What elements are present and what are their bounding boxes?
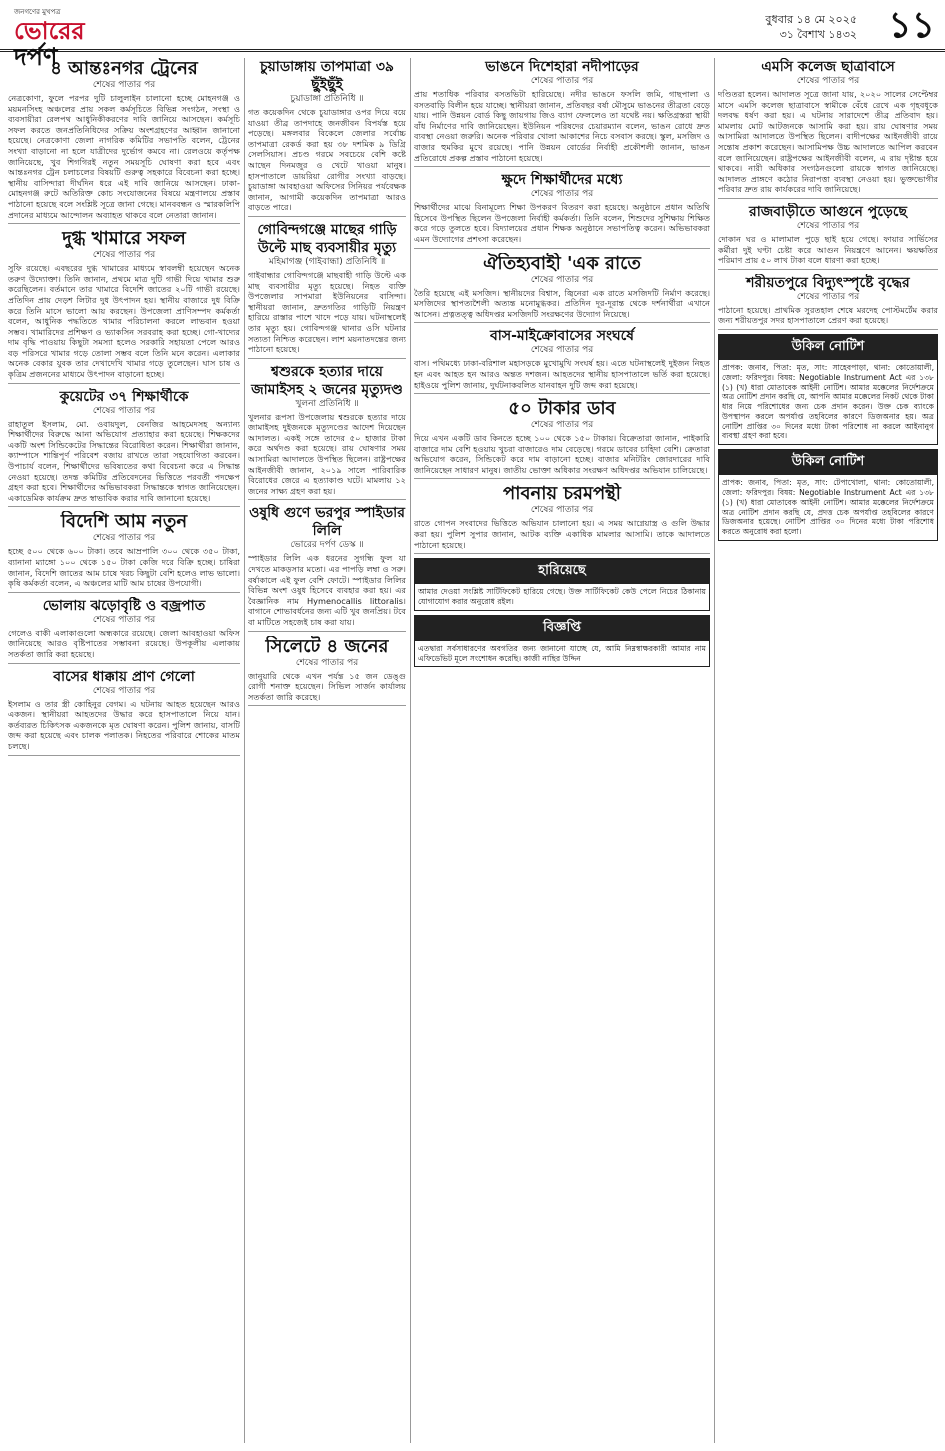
article-body: বাস। পথিমধ্যে ঢাকা-বরিশাল মহাসড়কে মুখোমুখি সংঘর্ষ হয়। এতে ঘটনাস্থলেই দুইজন নিহত হন এবং আহত হন আরও অন্তত দশজন। আহতদের স্থানীয় হাসপাতালে ভর্তি করা হয়েছে। হাইওয়ে পুলিশ জানায়, দুর্ঘটনাকবলিত যানবাহন দুটি জব্দ করা হয়েছে। (414, 358, 710, 390)
article-dateline: শেষের পাতার পর (796, 291, 860, 302)
notice-title: হারিয়েছে (415, 559, 709, 584)
news-article (248, 504, 406, 631)
news-article (414, 398, 710, 479)
news-article (718, 274, 938, 330)
article-body: ইসলাম ও তার স্ত্রী কোহিনুর বেগম। এ ঘটনায় আহত হয়েছেন আরও একজন। স্থানীয়রা আহতদের উদ্ধার করে হাসপাতালে নিয়ে যান। কর্তব্যরত চিকিৎসক একজনকে মৃত ঘোষণা করেন। পুলিশ জানায়, বাসটি জব্দ করা হয়েছে এবং চালক পলাতক। নিহতের পরিবারে শোকের মাতম চলছে। (8, 698, 240, 751)
column-3 (414, 58, 710, 1443)
article-dateline: শেষের পাতার পর (530, 505, 594, 516)
column-divider (244, 58, 245, 1443)
article-body: গাইবান্ধার গোবিন্দগঞ্জে মাছবাহী গাড়ি উল্টে এক মাছ ব্যবসায়ীর মৃত্যু হয়েছে। নিহত ব্যক্তি উপজেলার সাপমারা ইউনিয়নের বাসিন্দা। স্থানীয়রা জানান, দ্রুতগতির গাড়িটি নিয়ন্ত্রণ হারিয়ে রাস্তার পাশে খাদে পড়ে যায়। ঘটনাস্থলেই তার মৃত্যু হয়। গোবিন্দগঞ্জ থানার ওসি ঘটনার সত্যতা নিশ্চিত করেছেন। লাশ ময়নাতদন্তের জন্য পাঠানো হয়েছে। (248, 269, 406, 355)
column-divider (410, 58, 411, 1443)
paper-name-a: ভোরের (14, 16, 85, 45)
article-body: দিয়ে এখন একটি ডাব কিনতে হচ্ছে ১০০ থেকে ১৫০ টাকায়। বিক্রেতারা জানান, পাইকারি বাজারে দাম বেশি হওয়ায় খুচরা বাজারেও দাম বেড়েছে। গরমে ডাবের চাহিদা বেশি। ক্রেতারা অভিযোগ করেন, সিন্ডিকেট করে দাম বাড়ানো হচ্ছে। বাজার মনিটরিং জোরদারের দাবি জানিয়েছেন সাধারণ মানুষ। জাতীয় ভোক্তা অধিকার সংরক্ষণ অধিদপ্তর অভিযান চালিয়েছে। (414, 433, 710, 475)
issue-date (765, 12, 857, 42)
article-headline: সিলেটে ৪ জনের (265, 635, 389, 657)
column-2 (248, 58, 406, 1443)
article-dateline: মহিমাগঞ্জ (গাইবান্ধা) প্রতিনিধি ॥ (268, 256, 386, 267)
article-headline: শরীয়তপুরে বিদ্যুৎস্পৃষ্টে বৃদ্ধের (746, 274, 910, 291)
article-body: দোকান ঘর ও মালামাল পুড়ে ছাই হয়ে গেছে। ফায়ার সার্ভিসের কর্মীরা দুই ঘণ্টা চেষ্টা করে আগুন নিয়ন্ত্রণে আনেন। ক্ষয়ক্ষতির পরিমাণ প্রায় ৫০ লাখ টাকা বলে ধারণা করা হচ্ছে। (718, 233, 938, 266)
article-headline: ওষুধি গুণে ভরপুর স্পাইডার লিলি (249, 505, 405, 540)
page-number: ১১ (888, 5, 935, 46)
article-body: দণ্ডিতরা হলেন। আদালত সূত্রে জানা যায়, ২০২০ সালের সেপ্টেম্বর মাসে এমসি কলেজ ছাত্রাবাসে স্বামীকে বেঁধে রেখে এক গৃহবধূকে দলবদ্ধ ধর্ষণ করা হয়। এ ঘটনায় সারাদেশে তীব্র প্রতিবাদ হয়। মামলায় মোট আটজনকে আসামি করা হয়। রায় ঘোষণার সময় আসামিরা আদালতে উপস্থিত ছিলেন। বাদীপক্ষের আইনজীবী রায়ে সন্তোষ প্রকাশ করেছেন। আসামিপক্ষ উচ্চ আদালতে আপিল করবেন বলে জানিয়েছেন। রাষ্ট্রপক্ষের আইনজীবী বলেন, এ রায় দৃষ্টান্ত হয়ে থাকবে। নারী অধিকার সংগঠনগুলো রায়কে স্বাগত জানিয়েছে। আদালত প্রাঙ্গণে কঠোর নিরাপত্তা ব্যবস্থা নেওয়া হয়। ভুক্তভোগীর পরিবার দ্রুত রায় কার্যকরের দাবি জানিয়েছে। (718, 89, 938, 195)
news-article (8, 388, 240, 508)
article-headline: বাস-মাইক্রোবাসের সংঘর্ষে (490, 328, 634, 345)
news-article (8, 58, 240, 224)
article-headline: চুয়াডাঙ্গায় তাপমাত্রা ৩৯ ছুঁইছুঁই (260, 59, 394, 93)
notice-text: এতদ্বারা সর্বসাধারণের অবগতির জন্য জানানো যাচ্ছে যে, আমি নিম্নস্বাক্ষরকারী আমার নাম এফিডেভিট মূলে সংশোধন করেছি। কাজী নাছির উদ্দিন (418, 643, 706, 663)
article-body: স্পাইডার লিলি এক ধরনের সুগন্ধি ফুল যা দেখতে মাকড়সার মতো। এর পাপড়ি লম্বা ও সরু। বর্ষাকালে এই ফুল বেশি ফোটে। স্পাইডার লিলির বিভিন্ন অংশ ওষুধ হিসেবে ব্যবহার করা হয়। এর বৈজ্ঞানিক নাম Hymenocallis littoralis। বাগানে শোভাবর্ধনের জন্য এটি খুব জনপ্রিয়। টবে বা মাটিতে সহজেই চাষ করা যায়। (248, 553, 406, 627)
news-article (718, 58, 938, 199)
news-article (248, 221, 406, 359)
news-article (414, 253, 710, 324)
news-article (248, 636, 406, 707)
article-headline: দুগ্ধ খামারে সফল (62, 228, 186, 250)
paper-tagline: জনগণের মুখপত্র (14, 8, 61, 16)
article-body: হচ্ছে ৫০০ থেকে ৬০০ টাকা। তবে আম্রপালি ৩০০ থেকে ৩৫০ টাকা, ব্যানানা ম্যাঙ্গো ১০০ থেকে ১৫০ টাকা কেজি দরে বিক্রি হচ্ছে। চাষিরা জানান, বিদেশি জাতের আম চাষে খরচ কিছুটা বেশি হলেও লাভ ভালো। কৃষি কর্মকর্তা বলেন, এ অঞ্চলের মাটি আম চাষের উপযোগী। (8, 546, 240, 589)
article-dateline: শেষের পাতার পর (92, 405, 156, 416)
article-headline: ভোলায় ঝড়োবৃষ্টি ও বজ্রপাত (42, 597, 206, 614)
article-dateline: শেষের পাতার পর (92, 80, 156, 90)
date-bengali: ৩১ বৈশাখ ১৪৩২ (779, 28, 857, 41)
article-dateline: শেষের পাতার পর (530, 420, 594, 431)
article-dateline: শেষের পাতার পর (796, 220, 860, 231)
news-article (414, 483, 710, 554)
article-body: প্রায় শতাধিক পরিবার বসতভিটা হারিয়েছে। নদীর ভাঙনে ফসলি জমি, গাছপালা ও বসতবাড়ি বিলীন হয়ে যাচ্ছে। স্থানীয়রা জানান, প্রতিবছর বর্ষা মৌসুমে ভাঙনের তীব্রতা বেড়ে যায়। পানি উন্নয়ন বোর্ড কিছু জায়গায় জিও ব্যাগ ফেললেও তা যথেষ্ট নয়। ক্ষতিগ্রস্তরা স্থায়ী বাঁধ নির্মাণের দাবি জানিয়েছেন। ইউনিয়ন পরিষদের চেয়ারম্যান বলেন, ভাঙন রোধে দ্রুত ব্যবস্থা নেওয়া জরুরি। অনেক পরিবার খোলা আকাশের নিচে বসবাস করছে। স্কুল, মসজিদ ও বাজার হুমকির মুখে রয়েছে। পানি উন্নয়ন বোর্ডের নির্বাহী প্রকৌশলী জানান, ভাঙন প্রতিরোধে প্রকল্প প্রস্তাব পাঠানো হয়েছে। (414, 89, 710, 163)
paper-name-b: দর্পণ (14, 42, 58, 71)
article-body: নেত্রকোণা, ফুলে পরপর দুটি চালুলাইন চালানো হচ্ছে মোহনগঞ্জ ও ময়মনসিংহ অঞ্চলের প্রায় সকল কর্মসূচিতে বিভিন্ন সংগঠন, সংস্থা ও ব্যবসায়ীরা রেলপথ আধুনিকীকরণের দাবি জানিয়ে আসছেন। কর্মসূচি সফল করতে জনপ্রতিনিধিদের সক্রিয় অংশগ্রহণের আহ্বান জানানো হয়েছে। নেত্রকোণা জেলা নাগরিক কমিটির সভাপতি বলেন, ট্রেনের সংখ্যা বাড়ানো না হলে যাত্রীদের দুর্ভোগ কমবে না। রেলওয়ে কর্তৃপক্ষ জানিয়েছে, খুব শিগগিরই নতুন সময়সূচি ঘোষণা করা হবে এবং আন্তঃনগর ট্রেন চলাচলের বিষয়টি গুরুত্ব সহকারে বিবেচনা করা হচ্ছে। স্থানীয় বাসিন্দারা দীর্ঘদিন ধরে এই দাবি জানিয়ে আসছেন। ঢাকা-মোহনগঞ্জ রুটে অতিরিক্ত কোচ সংযোজনের বিষয়ে মন্ত্রণালয়ে প্রস্তাব পাঠানো হয়েছে বলে সংশ্লিষ্ট সূত্রে জানা গেছে। মানববন্ধন ও স্মারকলিপি প্রদানের মাধ্যমে আন্দোলন অব্যাহত থাকবে বলে নেতারা জানান। (8, 93, 240, 220)
article-body: সুফি রয়েছে। এবছরের দুগ্ধ খামারের মাধ্যমে স্বাবলম্বী হয়েছেন অনেক তরুণ উদ্যোক্তা। তিনি জানান, প্রথমে মাত্র দুটি গাভী দিয়ে খামার শুরু করেছিলেন। বর্তমানে তার খামারে বিদেশি জাতের ২০টি গাভী রয়েছে। প্রতিদিন প্রায় দেড়শ লিটার দুধ উৎপাদন হয়। স্থানীয় বাজারে দুধ বিক্রি করে তিনি মাসে ভালো আয় করছেন। উপজেলা প্রাণিসম্পদ কর্মকর্তা বলেন, আধুনিক পদ্ধতিতে খামার পরিচালনা করলে লাভবান হওয়া সম্ভব। খামারিদের প্রশিক্ষণ ও ভ্যাকসিন সরবরাহ করা হচ্ছে। গো-খাদ্যের দাম বৃদ্ধি পাওয়ায় কিছুটা সমস্যা হলেও সরকারি সহায়তা পেলে আরও বড় পরিসরে খামার গড়ে তোলা সম্ভব বলে তিনি মনে করেন। এলাকার অনেক বেকার যুবক তার দেখাদেখি খামার গড়ে তুলেছেন। ঘাস চাষ ও কৃত্রিম প্রজননের মাধ্যমে উৎপাদন বাড়ানো হচ্ছে। (8, 263, 240, 380)
notice-box (414, 615, 710, 668)
news-article (8, 668, 240, 756)
article-headline: কুয়েটের ৩৭ শিক্ষার্থীকে (59, 388, 189, 405)
article-headline: এমসি কলেজ ছাত্রাবাসে (761, 59, 895, 75)
news-article (248, 363, 406, 501)
notice-box (718, 334, 938, 445)
news-article (8, 228, 240, 384)
article-dateline: শেষের পাতার পর (92, 250, 156, 261)
paper-logo (14, 6, 124, 71)
article-dateline: চুয়াডাঙ্গা প্রতিনিধি ॥ (290, 94, 364, 104)
article-dateline: শেষের পাতার পর (530, 274, 594, 285)
article-headline: শ্বশুরকে হত্যার দায়ে জামাইসহ ২ জনের মৃত্যুদণ্ড (251, 363, 403, 398)
article-body: রাহাতুল ইসলাম, মো. ওবায়দুল, বেনজির আহমেদসহ অন্যান্য শিক্ষার্থীদের বিরুদ্ধে আনা অভিযোগ প্রত্যাহার করা হয়েছে। শিক্ষকদের একটি অংশ সিন্ডিকেটের সিদ্ধান্তের বিরোধিতা করেন। শিক্ষার্থীরা জানান, ক্যাম্পাসে শান্তিপূর্ণ পরিবেশ বজায় রাখতে তারা সহযোগিতা করবেন। উপাচার্য বলেন, শিক্ষার্থীদের ভবিষ্যতের কথা বিবেচনা করে এ সিদ্ধান্ত নেওয়া হয়েছে। তদন্ত কমিটির প্রতিবেদনের ভিত্তিতে পরবর্তী পদক্ষেপ গ্রহণ করা হবে। শিক্ষার্থীদের অভিভাবকরা সিদ্ধান্তকে স্বাগত জানিয়েছেন। একাডেমিক কার্যক্রম দ্রুত স্বাভাবিক করার দাবি জানানো হয়েছে। (8, 418, 240, 503)
article-dateline: শেষের পাতার পর (530, 345, 594, 356)
news-article (414, 171, 710, 248)
article-dateline: শেষের পাতার পর (92, 614, 156, 625)
column-5 (718, 58, 938, 1443)
article-headline: ৪ আন্তঃনগর ট্রেনের (50, 58, 198, 79)
article-dateline: শেষের পাতার পর (295, 657, 359, 668)
notice-title: উকিল নোটিশ (719, 335, 937, 360)
notice-text: প্রাপক: জনাব, পিতা: মৃত, সাং: টেপাখোলা, থানা: কোতোয়ালী, জেলা: ফরিদপুর। বিষয়: Negotiable Instrument Act এর ১৩৮ (১) (খ) ধারা মোতাবেক আইনী নোটিশ। আমার মক্কেলের নির্দেশক্রমে অত্র নোটিশ প্রদান করছি যে, প্রদত্ত চেক অপর্যাপ্ত তহবিলের কারণে ডিজঅনার হয়েছে। নোটিশ প্রাপ্তির ৩০ দিনের মধ্যে টাকা পরিশোধ করতে অনুরোধ করা হলো। (722, 478, 934, 537)
notice-box (414, 558, 710, 611)
article-headline: গোবিন্দগঞ্জে মাছের গাড়ি উল্টে মাছ ব্যবসায়ীর মৃত্যু (257, 221, 397, 256)
news-article (8, 511, 240, 592)
article-dateline: শেষের পাতার পর (92, 533, 156, 544)
article-body: পাঠানো হয়েছে। প্রাথমিক সুরতহাল শেষে মরদেহ পোস্টমর্টেম করার জন্য শরীয়তপুর সদর হাসপাতালে প্রেরণ করা হয়েছে। (718, 304, 938, 326)
article-body: জানুয়ারি থেকে এখন পর্যন্ত ১৫ জন ডেঙ্গু রোগী শনাক্ত হয়েছেন। সিভিল সার্জন কার্যালয় সতর্কতা জারি করেছে। (248, 670, 406, 702)
article-headline: ভাঙনে দিশেহারা নদীপাড়ের (485, 59, 639, 75)
article-dateline: খুলনা প্রতিনিধি ॥ (295, 398, 359, 409)
news-article (414, 327, 710, 394)
news-article (414, 58, 710, 167)
article-headline: পাবনায় চরমপন্থী (503, 483, 621, 505)
article-dateline: শেষের পাতার পর (530, 189, 594, 200)
article-headline: বাসের ধাক্কায় প্রাণ গেলো (53, 668, 195, 685)
notice-title: উকিল নোটিশ (719, 450, 937, 475)
article-headline: বিদেশি আম নতুন (60, 511, 188, 533)
news-article (8, 597, 240, 664)
news-article (718, 203, 938, 270)
article-body: খুলনার রূপসা উপজেলায় শ্বশুরকে হত্যার দায়ে জামাইসহ দুইজনকে মৃত্যুদণ্ডের আদেশ দিয়েছেন আদালত। একই সঙ্গে তাদের ৫০ হাজার টাকা করে অর্থদণ্ড করা হয়েছে। রায় ঘোষণার সময় আসামিরা আদালতে উপস্থিত ছিলেন। রাষ্ট্রপক্ষের আইনজীবী জানান, ২০১৯ সালে পারিবারিক বিরোধের জেরে এ হত্যাকাণ্ড ঘটে। মামলায় ১২ জনের সাক্ষ্য গ্রহণ করা হয়। (248, 411, 406, 496)
column-divider (714, 58, 715, 1443)
article-dateline: ভোরের দর্পণ ডেস্ক ॥ (290, 540, 364, 551)
date-gregorian: বুধবার ১৪ মে ২০২৫ (765, 13, 857, 26)
article-body: গেলেও বাকী এলাকাগুলো অন্ধকারে রয়েছে। জেলা আবহাওয়া অফিস জানিয়েছে আরও বৃষ্টিপাতের সম্ভাবনা রয়েছে। উপকূলীয় এলাকায় সতর্কতা জারি করা হয়েছে। (8, 627, 240, 659)
article-headline: ঐতিহ্যবাহী 'এক রাতে (483, 252, 641, 274)
notice-box (718, 449, 938, 541)
article-body: রাতে গোপন সংবাদের ভিত্তিতে অভিযান চালানো হয়। এ সময় আগ্নেয়াস্ত্র ও গুলি উদ্ধার করা হয়। পুলিশ সুপার জানান, আটক ব্যক্তি একাধিক মামলার আসামি। তাকে আদালতে পাঠানো হয়েছে। (414, 518, 710, 550)
article-dateline: শেষের পাতার পর (530, 76, 594, 86)
column-1 (8, 58, 240, 1443)
article-body: গত কয়েকদিন থেকে চুয়াডাঙ্গার ওপর দিয়ে বয়ে যাওয়া তীব্র তাপদাহে জনজীবন বিপর্যস্ত হয়ে পড়েছে। মঙ্গলবার বিকেলে জেলার সর্বোচ্চ তাপমাত্রা রেকর্ড করা হয় ৩৮ দশমিক ৯ ডিগ্রি সেলসিয়াস। প্রচণ্ড গরমে সবচেয়ে বেশি কষ্টে আছেন দিনমজুর ও খেটে খাওয়া মানুষ। হাসপাতালে ডায়রিয়া রোগীর সংখ্যা বাড়ছে। চুয়াডাঙ্গা আবহাওয়া অফিসের সিনিয়র পর্যবেক্ষক জানান, আগামী কয়েকদিন তাপমাত্রা আরও বাড়তে পারে। (248, 107, 406, 213)
article-body: তৈরি হয়েছে এই মসজিদ। স্থানীয়দের বিশ্বাস, জ্বিনেরা এক রাতে মসজিদটি নির্মাণ করেছে। মসজিদের স্থাপত্যশৈলী অত্যন্ত মনোমুগ্ধকর। প্রতিদিন দূর-দূরান্ত থেকে দর্শনার্থীরা এখানে আসেন। প্রত্নতত্ত্ব অধিদপ্তর মসজিদটি সংরক্ষণের উদ্যোগ নিয়েছে। (414, 287, 710, 319)
news-article (248, 58, 406, 217)
article-dateline: শেষের পাতার পর (92, 685, 156, 696)
notice-title: বিজ্ঞপ্তি (415, 616, 709, 641)
article-headline: ৫০ টাকার ডাব (508, 398, 616, 420)
article-dateline: শেষের পাতার পর (796, 76, 860, 86)
notice-text: প্রাপক: জনাব, পিতা: মৃত, সাং: সাহেবপাড়া, থানা: কোতোয়ালী, জেলা: ফরিদপুর। বিষয়: Negotiable Instrument Act এর ১৩৮ (১) (খ) ধারা মোতাবেক আইনী নোটিশ। আমার মক্কেলের নির্দেশক্রমে অত্র নোটিশ প্রদান করছি যে, আপনি আমার মক্কেলের নিকট থেকে টাকা ধার নিয়ে পরিশোধের জন্য চেক প্রদান করেন। উক্ত চেক ব্যাংকে উপস্থাপন করলে অপর্যাপ্ত তহবিলের কারণে ডিজঅনার হয়। অত্র নোটিশ প্রাপ্তির ৩০ দিনের মধ্যে টাকা পরিশোধ না করলে আইনানুগ ব্যবস্থা গ্রহণ করা হবে। (722, 362, 934, 441)
article-headline: ক্ষুদে শিক্ষার্থীদের মধ্যে (501, 172, 623, 189)
article-body: শিক্ষার্থীদের মাঝে বিনামূল্যে শিক্ষা উপকরণ বিতরণ করা হয়েছে। অনুষ্ঠানে প্রধান অতিথি হিসেবে উপস্থিত ছিলেন উপজেলা নির্বাহী কর্মকর্তা। তিনি বলেন, শিশুদের সুশিক্ষায় শিক্ষিত করে গড়ে তুলতে হবে। বিদ্যালয়ের প্রধান শিক্ষক অনুষ্ঠানে সভাপতিত্ব করেন। অভিভাবকরা এমন উদ্যোগের প্রশংসা করেছেন। (414, 202, 710, 244)
article-headline: রাজবাড়ীতে আগুনে পুড়েছে (749, 203, 907, 220)
notice-text: আমার দেওয়া সংশ্লিষ্ট সার্টিফিকেট হারিয়ে গেছে। উক্ত সার্টিফিকেট কেউ পেলে নিচের ঠিকানায় যোগাযোগ করার অনুরোধ রইল। (418, 587, 706, 607)
